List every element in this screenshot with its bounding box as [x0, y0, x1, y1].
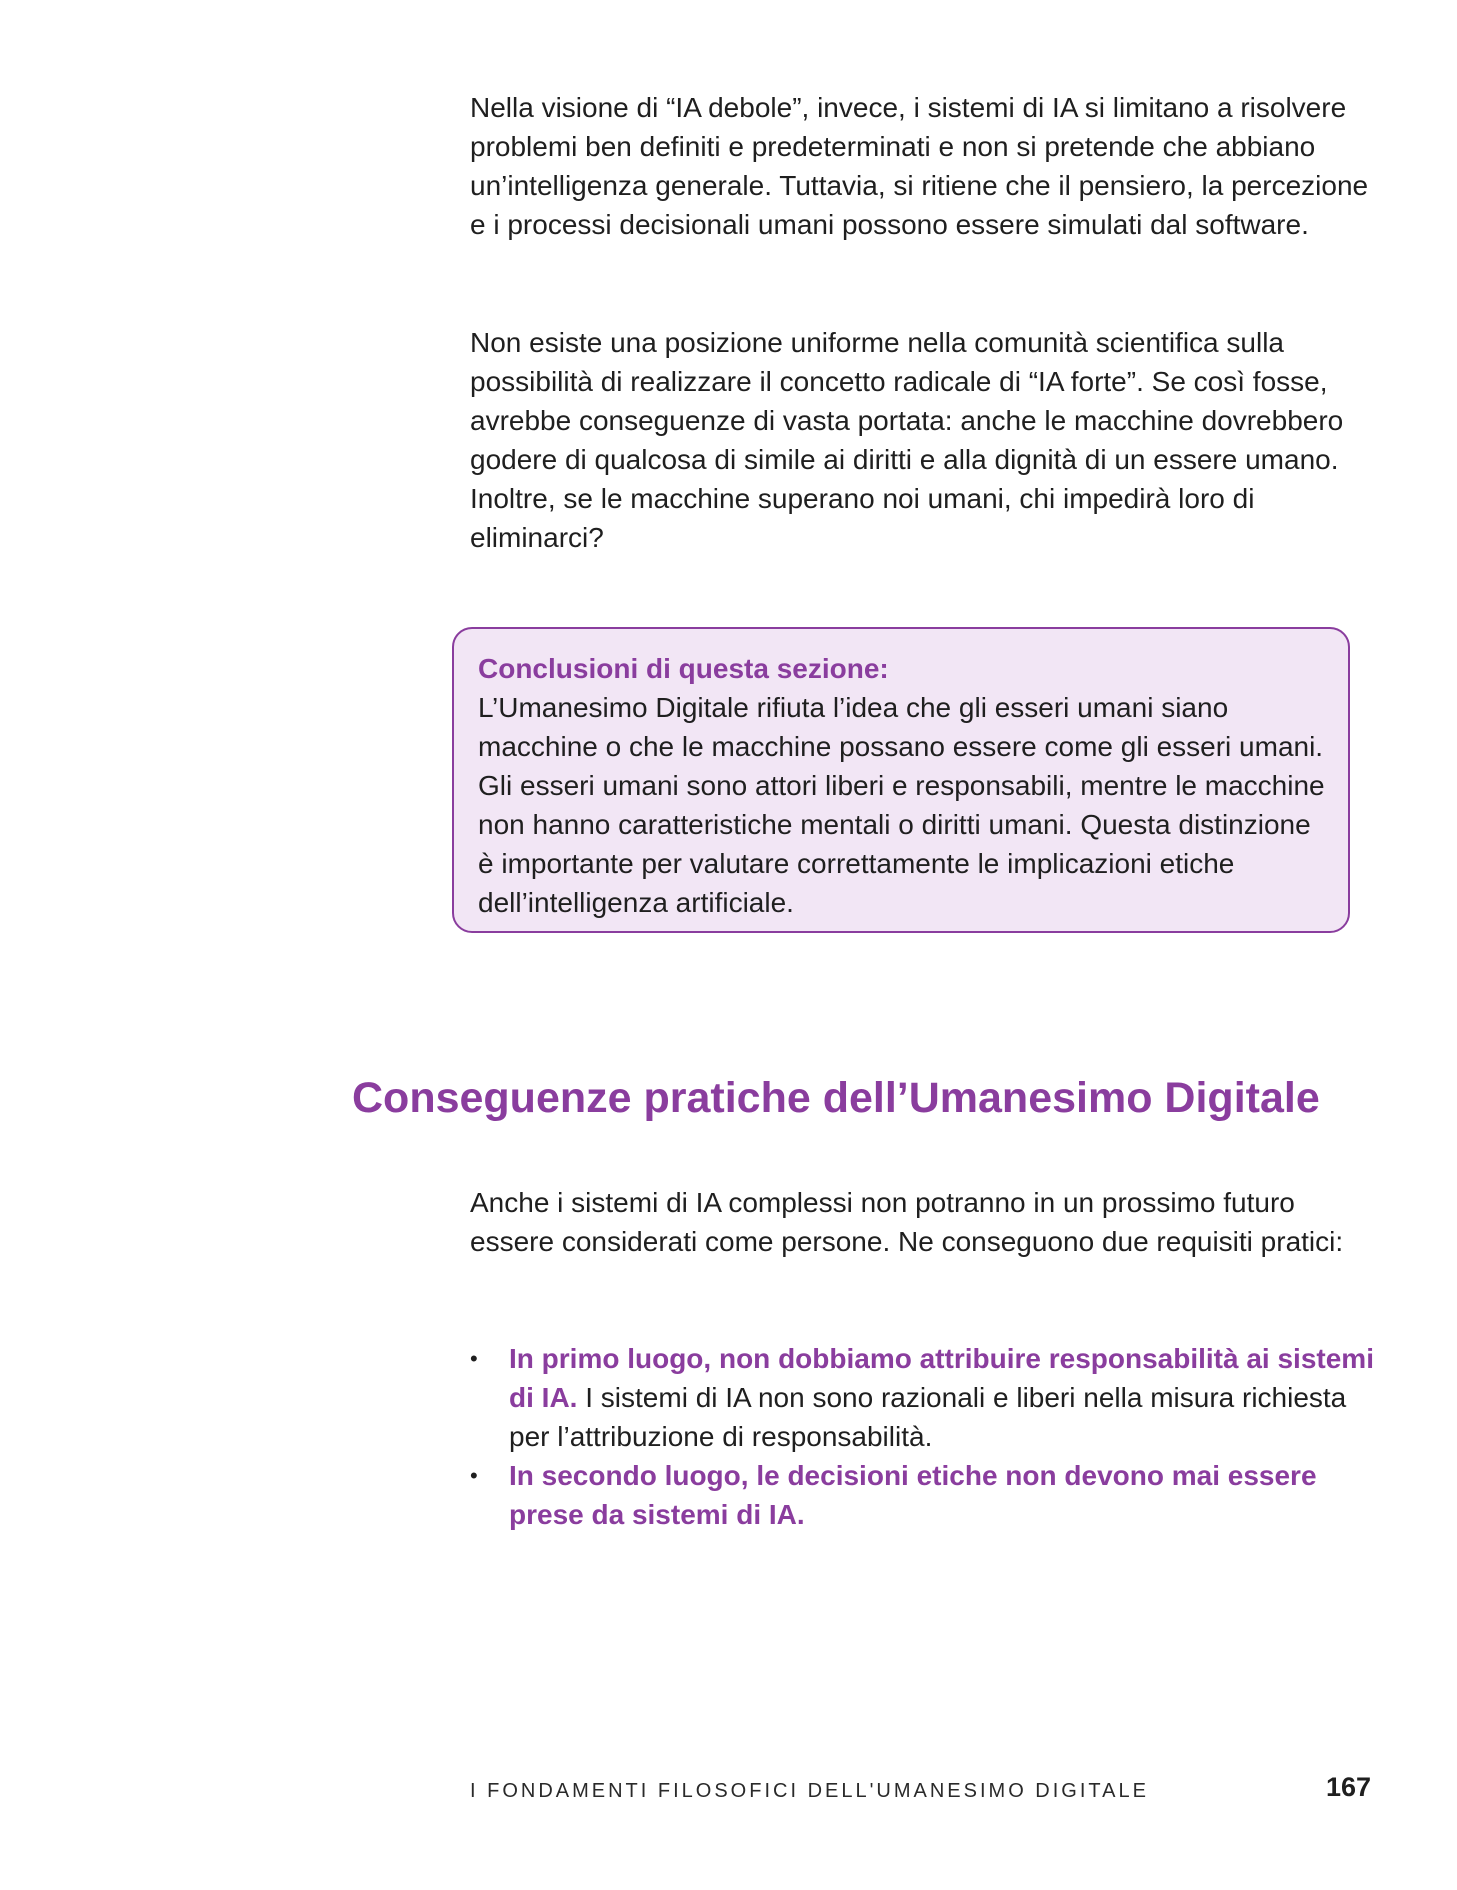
conclusion-callout-box [452, 627, 1350, 933]
callout-title: Conclusioni di questa sezione: [478, 653, 889, 684]
bullet-lead-text: In primo luogo, non dobbiamo attribuire responsabilità ai sistemi di IA. [509, 1343, 1374, 1413]
bullet-body-text: I sistemi di IA non sono razionali e liberi nella misura richiesta per l’attribuzione di responsabilità. [509, 1382, 1347, 1452]
paragraph-strong-ai: Non esiste una posizione uniforme nella comunità scientifica sulla possibilità di realizzare il concetto radicale di “IA forte”. Se così fosse, avrebbe conseguenze di vasta portata: anche le macchine dovrebbero godere di qualcosa di simile ai diritti e alla dignità di un essere umano. Inoltre, se le macchine superano noi umani, chi impedirà loro di eliminarci? [470, 327, 1344, 553]
section-heading: Conseguenze pratiche dell’Umanesimo Digitale [352, 1074, 1320, 1122]
bullet-lead-text: In secondo luogo, le decisioni etiche non devono mai essere prese da sistemi di IA. [509, 1460, 1317, 1530]
callout-body: L’Umanesimo Digitale rifiuta l’idea che gli esseri umani siano macchine o che le macchine possano essere come gli esseri umani. Gli esseri umani sono attori liberi e responsabili, mentre le macchine non hanno caratteristiche mentali o diritti umani. Questa distinzione è importante per valutare correttamente le implicazioni etiche dell’intelligenza artificiale. [478, 692, 1325, 918]
list-item [470, 1456, 1380, 1534]
requirements-list [470, 1339, 1380, 1534]
bullet-icon: • [470, 1463, 478, 1488]
bullet-icon: • [470, 1346, 478, 1371]
paragraph-weak-ai: Nella visione di “IA debole”, invece, i sistemi di IA si limitano a risolvere problemi ben definiti e predeterminati e non si pretende che abbiano un’intelligenza generale. Tuttavia, si ritiene che il pensiero, la percezione e i processi decisionali umani possono essere simulati dal software. [470, 92, 1369, 240]
running-footer-title: I FONDAMENTI FILOSOFICI DELL'UMANESIMO DIGITALE [470, 1780, 1149, 1802]
page-number: 167 [1325, 1772, 1371, 1802]
paragraph-practical-intro: Anche i sistemi di IA complessi non potranno in un prossimo futuro essere considerati come persone. Ne conseguono due requisiti pratici: [470, 1187, 1344, 1257]
list-item [470, 1339, 1380, 1456]
